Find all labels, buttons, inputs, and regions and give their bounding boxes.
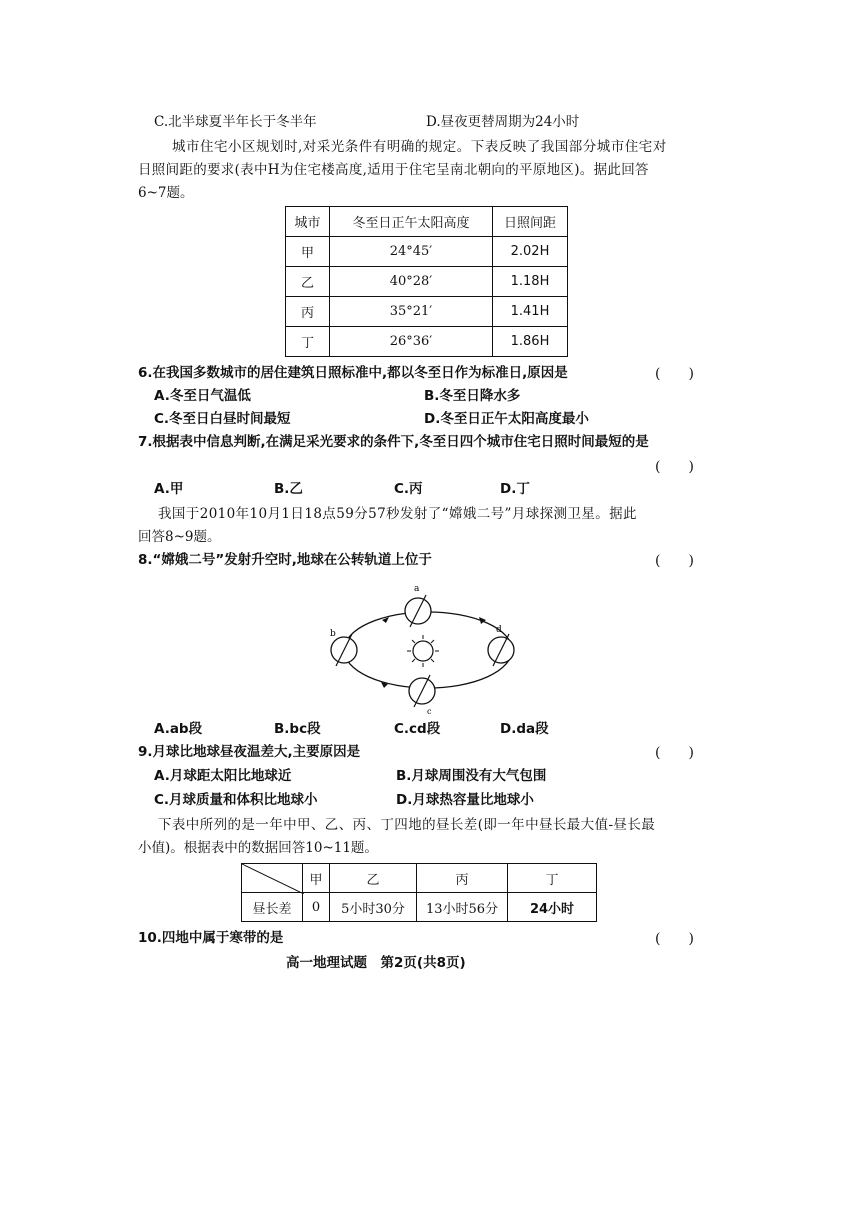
label-c: c — [427, 707, 432, 716]
q6-option-b: B.冬至日降水多 — [424, 388, 521, 404]
table-row-label: 昼长差 — [242, 893, 303, 922]
earth-orbit-diagram — [318, 578, 538, 720]
table-cell: 35°21′ — [330, 297, 493, 327]
table-row — [242, 893, 597, 922]
q6-option-d: D.冬至日正午太阳高度最小 — [424, 411, 589, 427]
q7-option-a: A.甲 — [154, 481, 184, 497]
q6-option-a: A.冬至日气温低 — [154, 388, 251, 404]
q7-option-c: C.丙 — [394, 481, 423, 497]
table-header-cell: 丙 — [417, 864, 508, 893]
answer-blank-6: ( ) — [655, 366, 694, 382]
table-corner-cell — [242, 864, 303, 893]
answer-blank-9: ( ) — [655, 745, 694, 761]
q9-option-d: D.月球热容量比地球小 — [396, 792, 534, 808]
option-c-prev: C.北半球夏半年长于冬半年 — [154, 114, 317, 130]
day-length-difference-table — [241, 863, 597, 922]
question-10: 10.四地中属于寒带的是 — [138, 930, 284, 946]
q6-option-c: C.冬至日白昼时间最短 — [154, 411, 291, 427]
table-cell: 5小时30分 — [330, 893, 417, 922]
intro-8-9-line1: 我国于2010年10月1日18点59分57秒发射了“嫦娥二号”月球探测卫星。据此 — [158, 506, 637, 522]
q9-option-c: C.月球质量和体积比地球小 — [154, 792, 318, 808]
page-footer: 高一地理试题 第2页(共8页) — [286, 955, 466, 971]
label-d: d — [496, 625, 502, 635]
intro-10-11-line2: 小值)。根据表中的数据回答10~11题。 — [138, 840, 378, 856]
table-cell: 1.41H — [493, 297, 568, 327]
question-9: 9.月球比地球昼夜温差大,主要原因是 — [138, 744, 361, 760]
answer-blank-7: ( ) — [655, 459, 694, 475]
table-header-cell: 甲 — [303, 864, 330, 893]
table-cell: 40°28′ — [330, 267, 493, 297]
answer-blank-8: ( ) — [655, 553, 694, 569]
q9-option-b: B.月球周围没有大气包围 — [396, 768, 547, 784]
table-header-cell: 乙 — [330, 864, 417, 893]
table-cell: 0 — [303, 893, 330, 922]
option-d-prev: D.昼夜更替周期为24小时 — [426, 114, 580, 130]
earth-c-icon — [409, 675, 435, 707]
table-cell: 乙 — [286, 267, 330, 297]
q8-option-a: A.ab段 — [154, 721, 203, 737]
label-a: a — [414, 584, 420, 594]
intro-10-11-line1: 下表中所列的是一年中甲、乙、丙、丁四地的昼长差(即一年中昼长最大值-昼长最 — [158, 817, 656, 833]
table-header-row — [242, 864, 597, 893]
table-header-cell: 日照间距 — [493, 207, 568, 237]
q8-option-c: C.cd段 — [394, 721, 441, 737]
table-header-cell: 冬至日正午太阳高度 — [330, 207, 493, 237]
answer-blank-10: ( ) — [655, 931, 694, 947]
table-cell: 丁 — [286, 327, 330, 357]
table-row — [286, 297, 568, 327]
orbit-arrow — [479, 617, 486, 624]
intro-6-7-line2: 日照间距的要求(表中H为住宅楼高度,适用于住宅呈南北朝向的平原地区)。据此回答 — [138, 162, 649, 178]
sunshine-spacing-table — [285, 206, 568, 357]
q7-option-d: D.丁 — [500, 481, 530, 497]
table-cell: 1.86H — [493, 327, 568, 357]
sun-icon — [407, 635, 439, 667]
earth-a-icon — [405, 595, 431, 627]
table-cell: 24°45′ — [330, 237, 493, 267]
label-b: b — [330, 629, 336, 639]
table-row — [286, 327, 568, 357]
table-cell: 甲 — [286, 237, 330, 267]
question-7: 7.根据表中信息判断,在满足采光要求的条件下,冬至日四个城市住宅日照时间最短的是 — [138, 434, 649, 450]
earth-d-icon — [488, 634, 514, 666]
table-header-cell: 城市 — [286, 207, 330, 237]
intro-6-7-line1: 城市住宅小区规划时,对采光条件有明确的规定。下表反映了我国部分城市住宅对 — [172, 139, 667, 155]
intro-6-7-line3: 6~7题。 — [138, 185, 194, 201]
table-cell: 13小时56分 — [417, 893, 508, 922]
q8-option-b: B.bc段 — [274, 721, 321, 737]
table-cell: 1.18H — [493, 267, 568, 297]
table-cell: 丙 — [286, 297, 330, 327]
table-cell: 26°36′ — [330, 327, 493, 357]
table-row — [286, 237, 568, 267]
q7-option-b: B.乙 — [274, 481, 303, 497]
question-6: 6.在我国多数城市的居住建筑日照标准中,都以冬至日作为标准日,原因是 — [138, 365, 568, 381]
q8-option-d: D.da段 — [500, 721, 549, 737]
diagonal-line — [242, 864, 304, 894]
intro-8-9-line2: 回答8~9题。 — [138, 529, 221, 545]
table-header-row — [286, 207, 568, 237]
table-cell: 24小时 — [508, 893, 597, 922]
orbit-ellipse — [344, 612, 512, 688]
table-cell: 2.02H — [493, 237, 568, 267]
table-header-cell: 丁 — [508, 864, 597, 893]
table-row — [286, 267, 568, 297]
question-8: 8.“嫦娥二号”发射升空时,地球在公转轨道上位于 — [138, 552, 432, 568]
q9-option-a: A.月球距太阳比地球近 — [154, 768, 292, 784]
